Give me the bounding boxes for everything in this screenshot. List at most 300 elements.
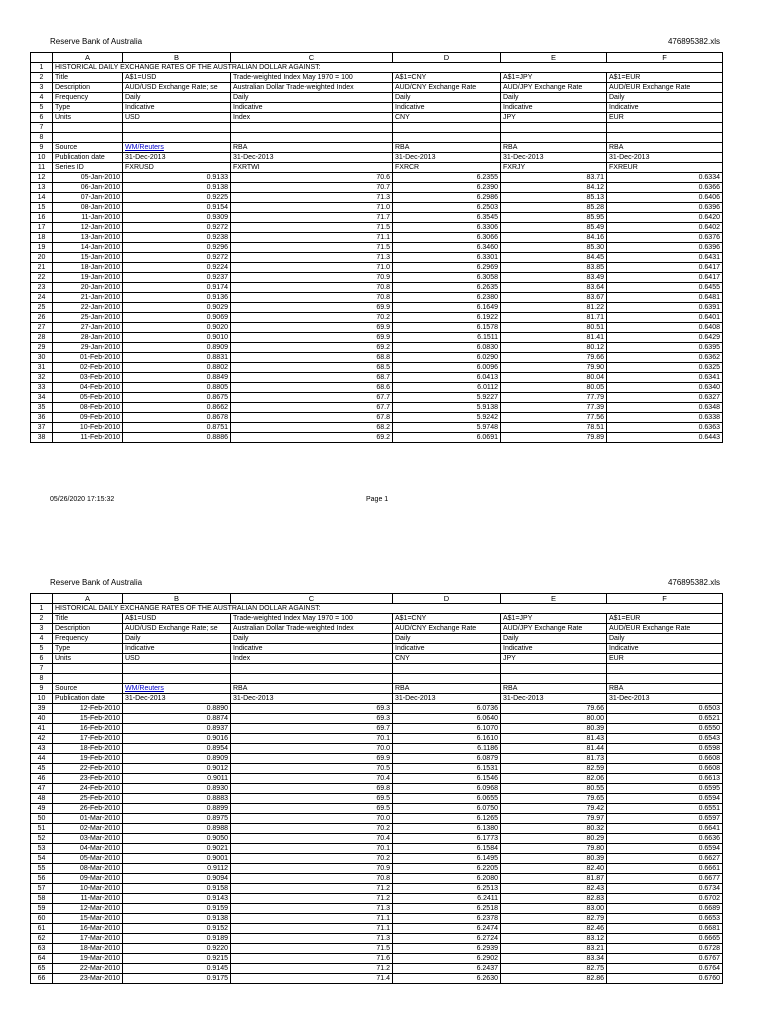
value-cell: 79.80: [501, 844, 607, 854]
date-cell: 12-Feb-2010: [53, 704, 123, 714]
row-number: 39: [31, 704, 53, 714]
date-cell: 25-Feb-2010: [53, 794, 123, 804]
date-cell: 12-Mar-2010: [53, 904, 123, 914]
date-cell: 12-Jan-2010: [53, 223, 123, 233]
value-cell: 6.0879: [393, 754, 501, 764]
cell: FXRTWI: [231, 163, 393, 173]
date-cell: 16-Mar-2010: [53, 924, 123, 934]
row-number: 40: [31, 714, 53, 724]
value-cell: 79.90: [501, 363, 607, 373]
cell: [123, 143, 231, 153]
value-cell: 81.22: [501, 303, 607, 313]
column-header[interactable]: A: [53, 594, 123, 604]
date-cell: 18-Jan-2010: [53, 263, 123, 273]
data-row: [31, 423, 723, 433]
value-cell: 0.6455: [607, 283, 723, 293]
cell: AUD/CNY Exchange Rate: [393, 83, 501, 93]
cell: AUD/EUR Exchange Rate: [607, 624, 723, 634]
value-cell: 0.6401: [607, 313, 723, 323]
row-number: 50: [31, 814, 53, 824]
value-cell: 0.9133: [123, 173, 231, 183]
value-cell: 80.12: [501, 343, 607, 353]
row-number: 11: [31, 163, 53, 173]
value-cell: 70.0: [231, 814, 393, 824]
data-row: [31, 804, 723, 814]
value-cell: 6.1265: [393, 814, 501, 824]
row-number: 3: [31, 624, 53, 634]
cell: Frequency: [53, 93, 123, 103]
date-cell: 13-Jan-2010: [53, 233, 123, 243]
value-cell: 0.6627: [607, 854, 723, 864]
value-cell: 71.0: [231, 263, 393, 273]
row-number: 57: [31, 884, 53, 894]
data-row: [31, 433, 723, 443]
value-cell: 71.2: [231, 964, 393, 974]
value-cell: 82.40: [501, 864, 607, 874]
value-cell: 0.9138: [123, 183, 231, 193]
cell: A$1=USD: [123, 614, 231, 624]
org-name: Reserve Bank of Australia: [50, 578, 143, 587]
cell: Daily: [123, 634, 231, 644]
row-number: 31: [31, 363, 53, 373]
value-cell: 79.65: [501, 794, 607, 804]
cell: Series ID: [53, 163, 123, 173]
value-cell: 0.8675: [123, 393, 231, 403]
column-header[interactable]: C: [231, 53, 393, 63]
header-row: [31, 83, 723, 93]
data-row: [31, 884, 723, 894]
value-cell: 82.83: [501, 894, 607, 904]
value-cell: 0.6550: [607, 724, 723, 734]
value-cell: 0.9189: [123, 934, 231, 944]
header-row: [31, 103, 723, 113]
value-cell: 0.8802: [123, 363, 231, 373]
data-row: [31, 864, 723, 874]
cell: 31-Dec-2013: [393, 153, 501, 163]
value-cell: 67.8: [231, 413, 393, 423]
value-cell: 71.1: [231, 914, 393, 924]
value-cell: 0.9010: [123, 333, 231, 343]
value-cell: 0.9215: [123, 954, 231, 964]
spreadsheet-table: [30, 593, 723, 984]
value-cell: 6.3460: [393, 243, 501, 253]
column-header[interactable]: B: [123, 594, 231, 604]
value-cell: 67.7: [231, 403, 393, 413]
row-number: 16: [31, 213, 53, 223]
value-cell: 6.1773: [393, 834, 501, 844]
value-cell: 6.2724: [393, 934, 501, 944]
value-cell: 6.2355: [393, 173, 501, 183]
date-cell: 26-Feb-2010: [53, 804, 123, 814]
column-header[interactable]: F: [607, 594, 723, 604]
value-cell: 6.2380: [393, 293, 501, 303]
header-row: [31, 63, 723, 73]
value-cell: 6.2437: [393, 964, 501, 974]
value-cell: 0.9012: [123, 764, 231, 774]
date-cell: 24-Feb-2010: [53, 784, 123, 794]
cell: Indicative: [607, 103, 723, 113]
cell: Daily: [393, 93, 501, 103]
cell: FXRUSD: [123, 163, 231, 173]
cell: Title: [53, 614, 123, 624]
row-number: 1: [31, 63, 53, 73]
cell: USD: [123, 654, 231, 664]
cell: [231, 123, 393, 133]
cell: CNY: [393, 113, 501, 123]
value-cell: 0.6594: [607, 794, 723, 804]
cell: Trade-weighted Index May 1970 = 100: [231, 614, 393, 624]
value-cell: 0.9272: [123, 223, 231, 233]
value-cell: 6.3306: [393, 223, 501, 233]
value-cell: 0.9069: [123, 313, 231, 323]
row-number: 61: [31, 924, 53, 934]
value-cell: 70.2: [231, 313, 393, 323]
cell: [231, 664, 393, 674]
value-cell: 0.6689: [607, 904, 723, 914]
date-cell: 09-Mar-2010: [53, 874, 123, 884]
value-cell: 0.8831: [123, 353, 231, 363]
date-cell: 29-Jan-2010: [53, 343, 123, 353]
column-header[interactable]: E: [501, 53, 607, 63]
value-cell: 0.8883: [123, 794, 231, 804]
value-cell: 0.6417: [607, 263, 723, 273]
value-cell: 0.9145: [123, 964, 231, 974]
value-cell: 82.86: [501, 974, 607, 984]
value-cell: 69.5: [231, 794, 393, 804]
source-link[interactable]: WM/Reuters: [125, 685, 164, 692]
value-cell: 80.05: [501, 383, 607, 393]
row-number: 55: [31, 864, 53, 874]
value-cell: 0.6661: [607, 864, 723, 874]
value-cell: 81.43: [501, 734, 607, 744]
header-row: [31, 163, 723, 173]
cell: Daily: [501, 634, 607, 644]
cell: [607, 133, 723, 143]
value-cell: 0.9152: [123, 924, 231, 934]
column-header[interactable]: D: [393, 53, 501, 63]
value-cell: 77.39: [501, 403, 607, 413]
date-cell: 18-Mar-2010: [53, 944, 123, 954]
cell: Indicative: [393, 644, 501, 654]
row-number: 38: [31, 433, 53, 443]
data-row: [31, 834, 723, 844]
value-cell: 80.04: [501, 373, 607, 383]
value-cell: 6.0640: [393, 714, 501, 724]
value-cell: 0.6613: [607, 774, 723, 784]
column-header[interactable]: B: [123, 53, 231, 63]
value-cell: 69.9: [231, 303, 393, 313]
value-cell: 6.2513: [393, 884, 501, 894]
cell: Units: [53, 654, 123, 664]
footer-date: 05/26/2020 17:15:32: [50, 496, 115, 503]
value-cell: 0.9159: [123, 904, 231, 914]
value-cell: 0.9237: [123, 273, 231, 283]
row-number: 24: [31, 293, 53, 303]
source-link[interactable]: WM/Reuters: [125, 144, 164, 151]
value-cell: 70.7: [231, 183, 393, 193]
data-row: [31, 924, 723, 934]
cell: Trade-weighted Index May 1970 = 100: [231, 73, 393, 83]
cell: [123, 684, 231, 694]
date-cell: 22-Mar-2010: [53, 964, 123, 974]
value-cell: 81.41: [501, 333, 607, 343]
cell: Daily: [393, 634, 501, 644]
row-number: 18: [31, 233, 53, 243]
row-number: 49: [31, 804, 53, 814]
value-cell: 0.6391: [607, 303, 723, 313]
value-cell: 71.2: [231, 894, 393, 904]
corner-cell: [31, 53, 53, 63]
data-row: [31, 333, 723, 343]
value-cell: 82.46: [501, 924, 607, 934]
date-cell: 19-Feb-2010: [53, 754, 123, 764]
value-cell: 0.6764: [607, 964, 723, 974]
cell: Frequency: [53, 634, 123, 644]
value-cell: 69.9: [231, 333, 393, 343]
date-cell: 05-Mar-2010: [53, 854, 123, 864]
data-row: [31, 343, 723, 353]
value-cell: 83.85: [501, 263, 607, 273]
cell: Units: [53, 113, 123, 123]
value-cell: 84.45: [501, 253, 607, 263]
cell: [393, 123, 501, 133]
value-cell: 0.8849: [123, 373, 231, 383]
cell: A$1=EUR: [607, 614, 723, 624]
cell: AUD/JPY Exchange Rate: [501, 83, 607, 93]
value-cell: 6.0413: [393, 373, 501, 383]
data-row: [31, 814, 723, 824]
value-cell: 0.6595: [607, 784, 723, 794]
date-cell: 04-Mar-2010: [53, 844, 123, 854]
cell: A$1=JPY: [501, 73, 607, 83]
data-row: [31, 203, 723, 213]
value-cell: 6.1578: [393, 323, 501, 333]
value-cell: 0.6431: [607, 253, 723, 263]
data-row: [31, 383, 723, 393]
value-cell: 6.0968: [393, 784, 501, 794]
value-cell: 69.7: [231, 724, 393, 734]
value-cell: 0.6681: [607, 924, 723, 934]
cell: RBA: [231, 684, 393, 694]
date-cell: 19-Jan-2010: [53, 273, 123, 283]
value-cell: 0.9175: [123, 974, 231, 984]
cell: Australian Dollar Trade-weighted Index: [231, 83, 393, 93]
row-number: 42: [31, 734, 53, 744]
row-number: 14: [31, 193, 53, 203]
data-row: [31, 253, 723, 263]
row-number: 33: [31, 383, 53, 393]
value-cell: 79.66: [501, 353, 607, 363]
cell: RBA: [607, 684, 723, 694]
value-cell: 6.2939: [393, 944, 501, 954]
column-header[interactable]: C: [231, 594, 393, 604]
header-row: [31, 73, 723, 83]
cell: 31-Dec-2013: [607, 694, 723, 704]
value-cell: 0.8937: [123, 724, 231, 734]
cell: Indicative: [607, 644, 723, 654]
cell: [501, 133, 607, 143]
value-cell: 6.1584: [393, 844, 501, 854]
value-cell: 85.28: [501, 203, 607, 213]
data-row: [31, 974, 723, 984]
value-cell: 82.43: [501, 884, 607, 894]
row-number: 5: [31, 644, 53, 654]
data-row: [31, 844, 723, 854]
value-cell: 0.9154: [123, 203, 231, 213]
data-row: [31, 393, 723, 403]
value-cell: 71.5: [231, 944, 393, 954]
value-cell: 80.39: [501, 854, 607, 864]
value-cell: 68.2: [231, 423, 393, 433]
row-number: 25: [31, 303, 53, 313]
value-cell: 0.9238: [123, 233, 231, 243]
value-cell: 0.6734: [607, 884, 723, 894]
value-cell: 71.6: [231, 954, 393, 964]
row-number: 48: [31, 794, 53, 804]
date-cell: 08-Mar-2010: [53, 864, 123, 874]
date-cell: 23-Mar-2010: [53, 974, 123, 984]
value-cell: 6.2902: [393, 954, 501, 964]
value-cell: 0.6677: [607, 874, 723, 884]
value-cell: 80.29: [501, 834, 607, 844]
date-cell: 10-Feb-2010: [53, 423, 123, 433]
value-cell: 85.49: [501, 223, 607, 233]
cell: [501, 123, 607, 133]
data-row: [31, 173, 723, 183]
value-cell: 0.6406: [607, 193, 723, 203]
cell: AUD/USD Exchange Rate; se: [123, 624, 231, 634]
cell: A$1=CNY: [393, 614, 501, 624]
cell: JPY: [501, 654, 607, 664]
value-cell: 83.71: [501, 173, 607, 183]
cell: Indicative: [123, 644, 231, 654]
value-cell: 85.30: [501, 243, 607, 253]
data-row: [31, 934, 723, 944]
row-number: 27: [31, 323, 53, 333]
value-cell: 70.0: [231, 744, 393, 754]
date-cell: 11-Mar-2010: [53, 894, 123, 904]
value-cell: 68.8: [231, 353, 393, 363]
value-cell: 6.1531: [393, 764, 501, 774]
value-cell: 6.1610: [393, 734, 501, 744]
data-row: [31, 784, 723, 794]
sheet-heading: HISTORICAL DAILY EXCHANGE RATES OF THE AUSTRALIAN DOLLAR AGAINST:: [53, 604, 723, 614]
cell: A$1=JPY: [501, 614, 607, 624]
column-header[interactable]: E: [501, 594, 607, 604]
value-cell: 82.06: [501, 774, 607, 784]
spreadsheet-table: [30, 52, 723, 443]
cell: FXREUR: [607, 163, 723, 173]
value-cell: 83.64: [501, 283, 607, 293]
row-number: 59: [31, 904, 53, 914]
value-cell: 0.6340: [607, 383, 723, 393]
value-cell: 0.9272: [123, 253, 231, 263]
header-row: [31, 684, 723, 694]
value-cell: 0.8805: [123, 383, 231, 393]
date-cell: 14-Jan-2010: [53, 243, 123, 253]
value-cell: 70.2: [231, 854, 393, 864]
value-cell: 71.4: [231, 974, 393, 984]
cell: Australian Dollar Trade-weighted Index: [231, 624, 393, 634]
date-cell: 18-Feb-2010: [53, 744, 123, 754]
date-cell: 08-Jan-2010: [53, 203, 123, 213]
value-cell: 6.1186: [393, 744, 501, 754]
cell: [393, 133, 501, 143]
value-cell: 6.2969: [393, 263, 501, 273]
column-letter-row: [31, 53, 723, 63]
value-cell: 0.8678: [123, 413, 231, 423]
value-cell: 0.9225: [123, 193, 231, 203]
column-letter-row: [31, 594, 723, 604]
date-cell: 03-Mar-2010: [53, 834, 123, 844]
row-number: 52: [31, 834, 53, 844]
date-cell: 20-Jan-2010: [53, 283, 123, 293]
value-cell: 84.12: [501, 183, 607, 193]
row-number: 17: [31, 223, 53, 233]
date-cell: 11-Feb-2010: [53, 433, 123, 443]
value-cell: 79.97: [501, 814, 607, 824]
value-cell: 0.8975: [123, 814, 231, 824]
row-number: 65: [31, 964, 53, 974]
row-number: 26: [31, 313, 53, 323]
value-cell: 70.1: [231, 844, 393, 854]
value-cell: 0.6366: [607, 183, 723, 193]
value-cell: 70.8: [231, 283, 393, 293]
value-cell: 0.9016: [123, 734, 231, 744]
value-cell: 69.9: [231, 754, 393, 764]
data-row: [31, 854, 723, 864]
row-number: 22: [31, 273, 53, 283]
column-header[interactable]: D: [393, 594, 501, 604]
value-cell: 0.9224: [123, 263, 231, 273]
value-cell: 6.2635: [393, 283, 501, 293]
value-cell: 0.9296: [123, 243, 231, 253]
row-number: 34: [31, 393, 53, 403]
value-cell: 67.7: [231, 393, 393, 403]
row-number: 35: [31, 403, 53, 413]
value-cell: 71.3: [231, 193, 393, 203]
value-cell: 0.6408: [607, 323, 723, 333]
value-cell: 69.5: [231, 804, 393, 814]
cell: USD: [123, 113, 231, 123]
value-cell: 83.67: [501, 293, 607, 303]
date-cell: 15-Jan-2010: [53, 253, 123, 263]
corner-cell: [31, 594, 53, 604]
data-row: [31, 944, 723, 954]
cell: [393, 664, 501, 674]
value-cell: 6.1649: [393, 303, 501, 313]
column-header[interactable]: A: [53, 53, 123, 63]
cell: CNY: [393, 654, 501, 664]
value-cell: 0.6597: [607, 814, 723, 824]
row-number: 2: [31, 73, 53, 83]
data-row: [31, 223, 723, 233]
value-cell: 82.79: [501, 914, 607, 924]
value-cell: 83.12: [501, 934, 607, 944]
cell: [53, 674, 123, 684]
date-cell: 05-Feb-2010: [53, 393, 123, 403]
header-row: [31, 93, 723, 103]
value-cell: 69.3: [231, 704, 393, 714]
date-cell: 06-Jan-2010: [53, 183, 123, 193]
value-cell: 6.2205: [393, 864, 501, 874]
data-row: [31, 243, 723, 253]
column-header[interactable]: F: [607, 53, 723, 63]
row-number: 60: [31, 914, 53, 924]
value-cell: 81.44: [501, 744, 607, 754]
footer-page: Page 1: [366, 496, 389, 503]
value-cell: 68.7: [231, 373, 393, 383]
